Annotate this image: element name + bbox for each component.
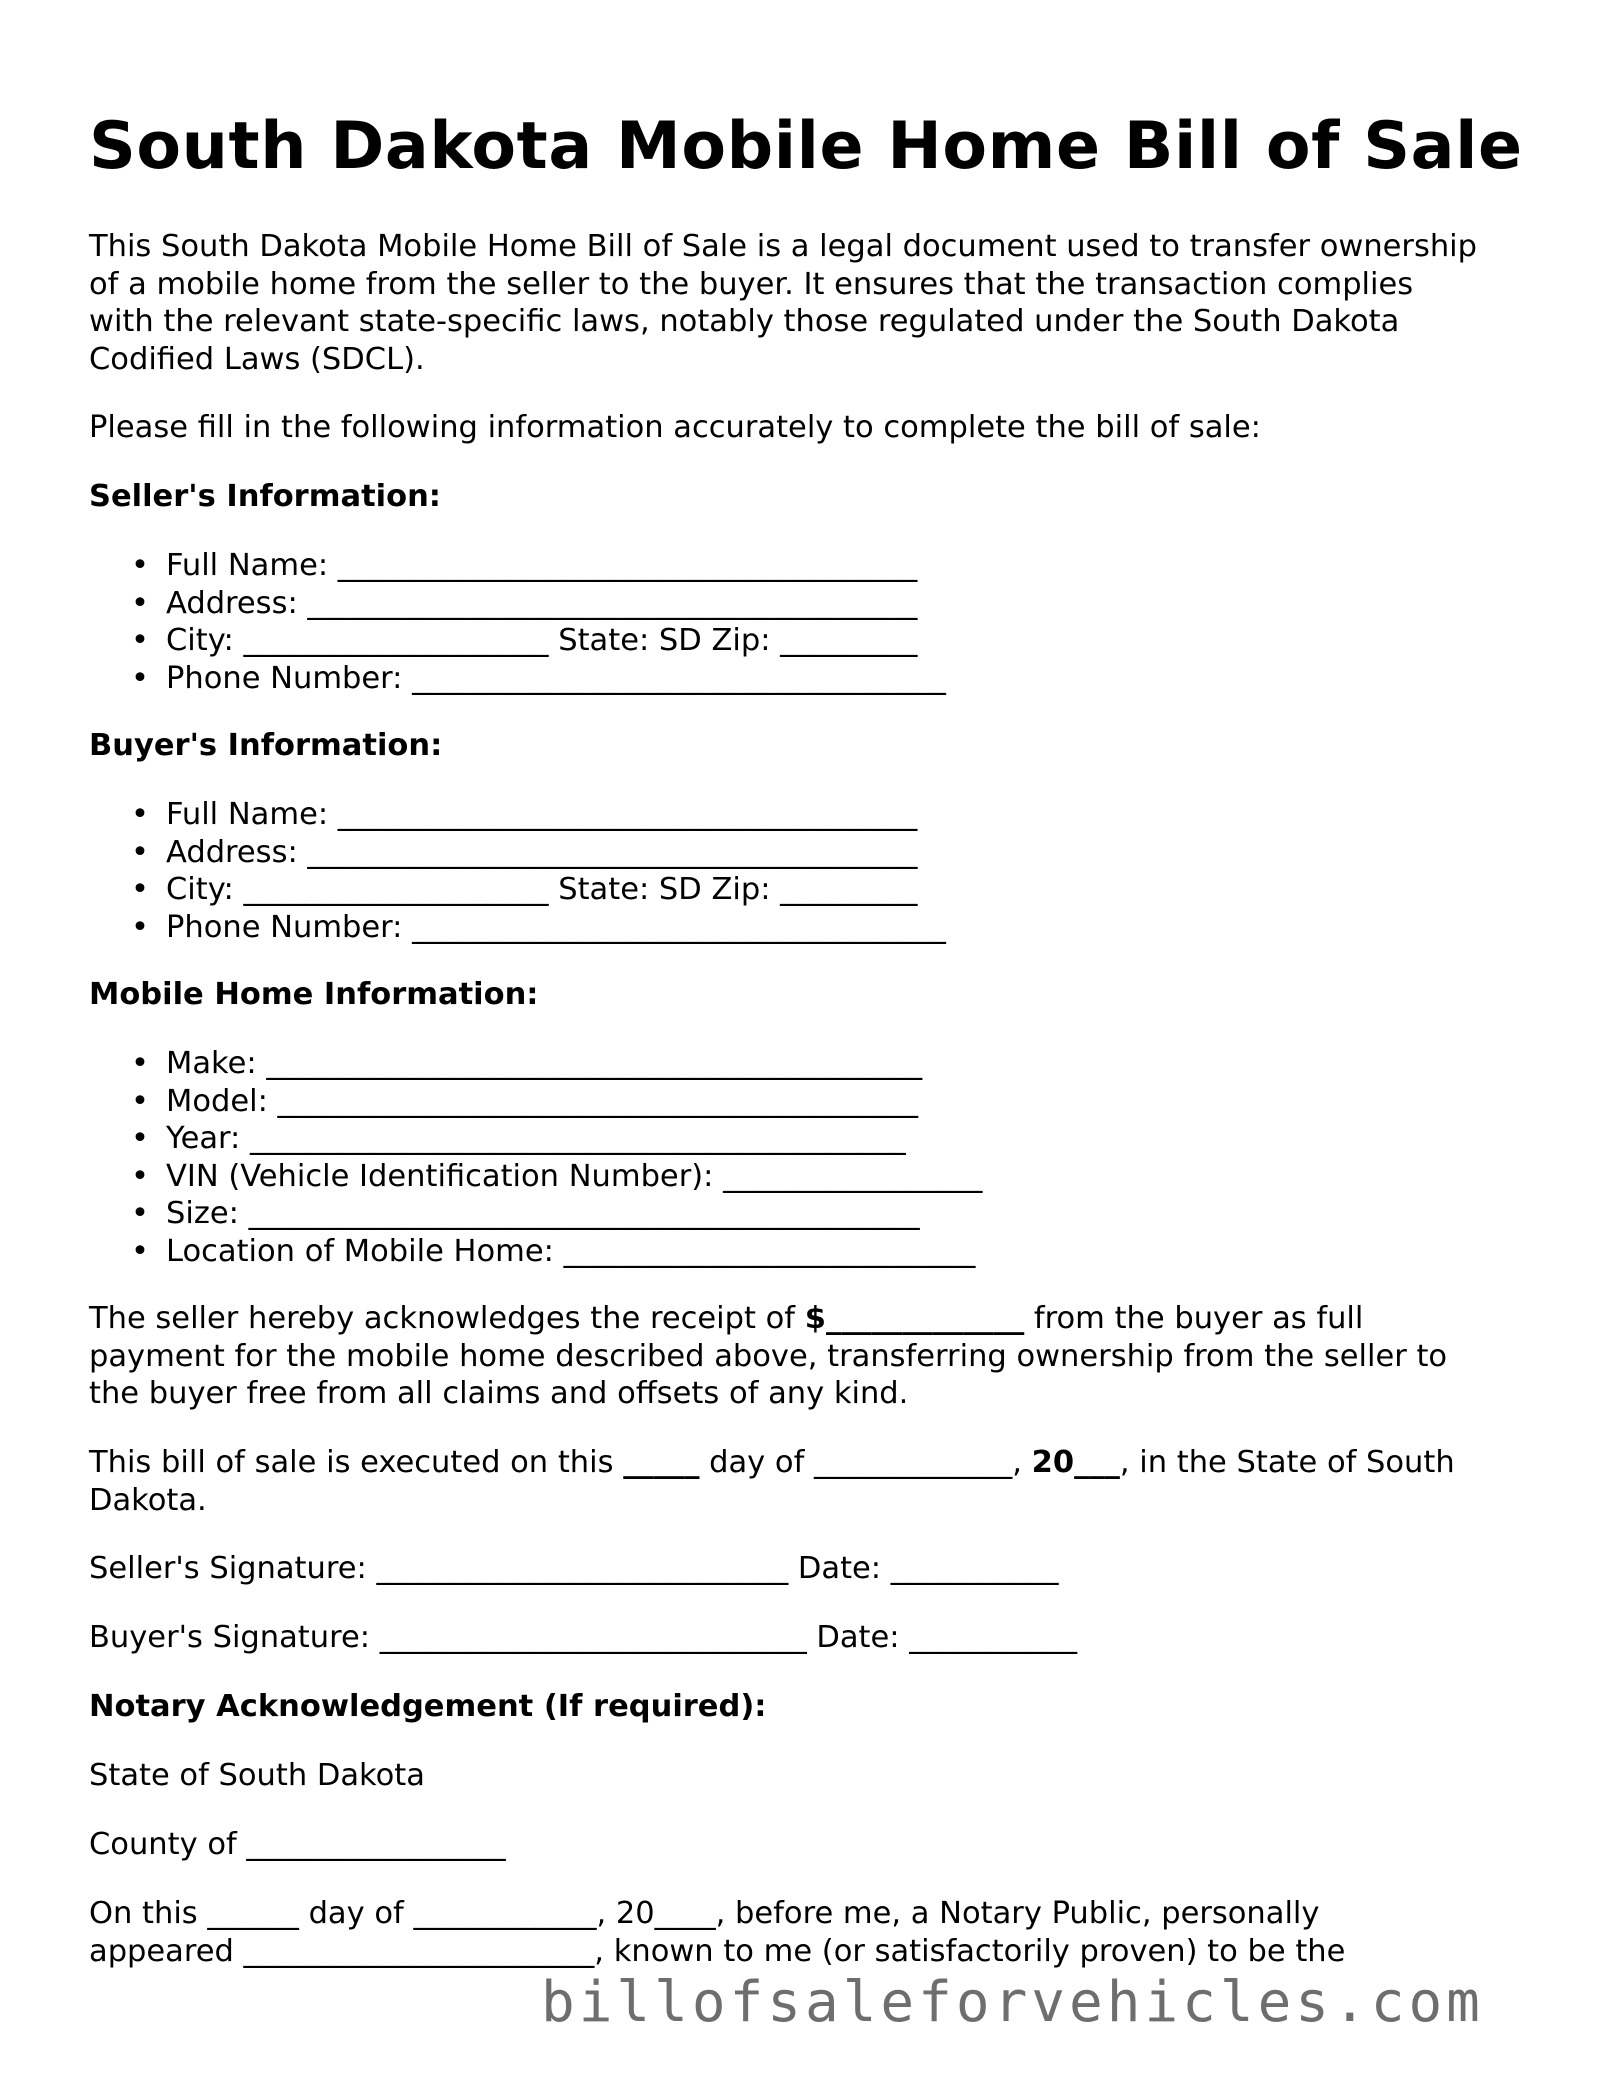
execution-line-1: This bill of sale is executed on this _____ day of _____________, 20___, in the State of South <box>89 1445 1455 1480</box>
bullet: • <box>131 1121 149 1156</box>
notary-line-2[interactable]: appeared _______________________, known to me (or satisfactorily proven) to be the <box>89 1933 1346 1969</box>
seller-full-name-field[interactable]: • Full Name: ______________________________________ <box>131 548 918 583</box>
watermark: billofsaleforvehicles.com <box>541 1970 1484 2035</box>
bullet: • <box>131 660 149 696</box>
bullet: • <box>131 623 149 658</box>
bullet: • <box>131 909 149 945</box>
document-title: South Dakota Mobile Home Bill of Sale <box>89 109 1523 184</box>
buyer-phone-field[interactable]: • Phone Number: ___________________________________ <box>131 909 946 945</box>
intro-line-2: of a mobile home from the seller to the buyer. It ensures that the transaction complies <box>89 266 1414 302</box>
notary-county-field[interactable]: County of _________________ <box>89 1827 506 1862</box>
bullet: • <box>131 797 149 832</box>
year-field[interactable]: • Year: ___________________________________________ <box>131 1121 906 1156</box>
buyer-city-state-zip-field[interactable]: • City: ____________________ State: SD Zip: _________ <box>131 872 918 907</box>
bullet: • <box>131 1233 149 1269</box>
make-field[interactable]: • Make: ___________________________________________ <box>131 1046 923 1081</box>
bullet: • <box>131 834 149 870</box>
execution-line-2: Dakota. <box>89 1482 207 1518</box>
buyer-heading: Buyer's Information: <box>89 728 443 763</box>
intro-line-1: This South Dakota Mobile Home Bill of Sale is a legal document used to transfer ownership <box>89 229 1478 264</box>
mobile-home-heading: Mobile Home Information: <box>89 977 539 1012</box>
buyer-address-field[interactable]: • Address: ________________________________________ <box>131 834 918 870</box>
instructions: Please fill in the following information accurately to complete the bill of sale: <box>89 410 1261 445</box>
location-field[interactable]: • Location of Mobile Home: ___________________________ <box>131 1233 976 1269</box>
notary-state: State of South Dakota <box>89 1758 425 1793</box>
notary-heading: Notary Acknowledgement (If required): <box>89 1689 767 1724</box>
buyer-full-name-field[interactable]: • Full Name: ______________________________________ <box>131 797 918 832</box>
vin-field[interactable]: • VIN (Vehicle Identification Number): _________________ <box>131 1158 983 1194</box>
bullet: • <box>131 872 149 907</box>
intro-line-3: with the relevant state-specific laws, notably those regulated under the South Dakota <box>89 304 1400 339</box>
model-field[interactable]: • Model: __________________________________________ <box>131 1083 919 1119</box>
seller-city-state-zip-field[interactable]: • City: ____________________ State: SD Zip: _________ <box>131 623 918 658</box>
bullet: • <box>131 1046 149 1081</box>
size-field[interactable]: • Size: ____________________________________________ <box>131 1196 920 1231</box>
buyer-signature-line[interactable]: Buyer's Signature: ____________________________ Date: ___________ <box>89 1620 1078 1655</box>
notary-line-1[interactable]: On this ______ day of ____________, 20____, before me, a Notary Public, personally <box>89 1896 1320 1931</box>
bullet: • <box>131 548 149 583</box>
bullet: • <box>131 585 149 621</box>
seller-phone-field[interactable]: • Phone Number: ___________________________________ <box>131 660 946 696</box>
bullet: • <box>131 1196 149 1231</box>
execution-year-field[interactable]: 20___ <box>1031 1445 1120 1480</box>
seller-fields <box>89 547 946 697</box>
payment-line-2: payment for the mobile home described above, transferring ownership from the seller to <box>89 1338 1448 1374</box>
seller-heading: Seller's Information: <box>89 479 441 514</box>
seller-address-field[interactable]: • Address: ________________________________________ <box>131 585 918 621</box>
payment-amount-field[interactable]: $_____________ <box>804 1301 1025 1336</box>
execution-month-field[interactable]: _____________ <box>814 1445 1013 1480</box>
buyer-fields <box>89 796 946 946</box>
bullet: • <box>131 1158 149 1194</box>
intro-line-4: Codified Laws (SDCL). <box>89 341 425 377</box>
seller-signature-line[interactable]: Seller's Signature: ___________________________ Date: ___________ <box>89 1551 1059 1586</box>
mobile-home-fields <box>89 1045 982 1270</box>
execution-day-field[interactable]: _____ <box>623 1445 700 1480</box>
payment-line-1: The seller hereby acknowledges the receipt of $_____________ from the buyer as full <box>89 1301 1364 1336</box>
bullet: • <box>131 1083 149 1119</box>
payment-line-3: the buyer free from all claims and offsets of any kind. <box>89 1376 909 1411</box>
